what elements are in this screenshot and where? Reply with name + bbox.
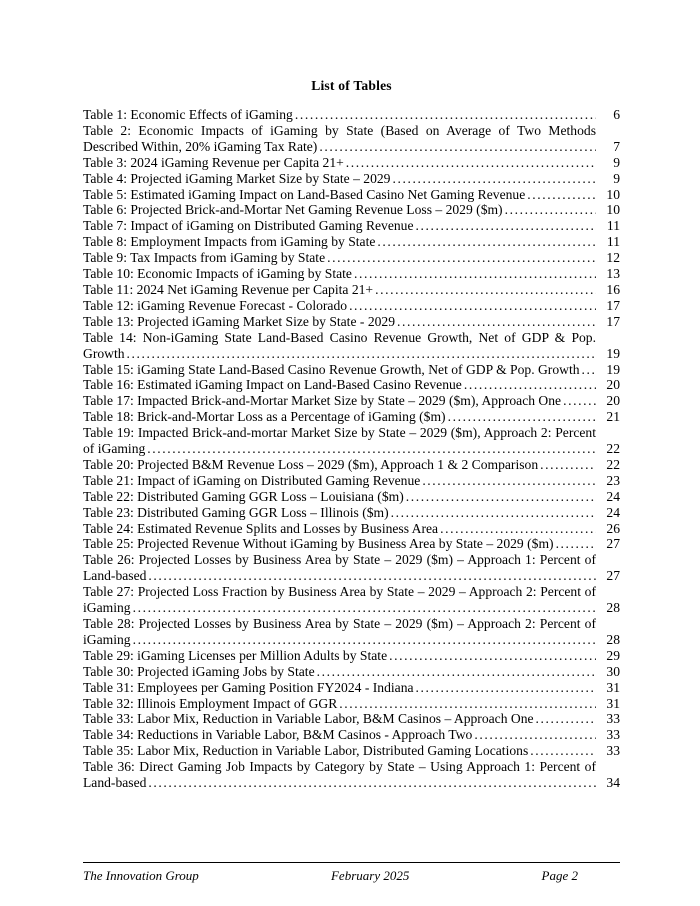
toc-entry-page-number: 16 xyxy=(606,281,620,297)
toc-entry-label: Table 8: Employment Impacts from iGaming by State ..... xyxy=(83,234,596,250)
toc-entry xyxy=(83,680,620,696)
toc-entry-label: Table 9: Tax Impacts from iGaming by State ..... xyxy=(83,250,596,266)
toc-entry-page-number: 10 xyxy=(606,186,620,202)
toc-entry-label: Table 3: 2024 iGaming Revenue per Capita 21+ ..... xyxy=(83,155,596,171)
toc-entry-label: Table 14: Non-iGaming State Land-Based Casino Revenue Growth, Net of GDP & Pop. Growth ..... xyxy=(83,330,596,362)
toc-entry xyxy=(83,282,620,298)
toc-entry-page-number: 33 xyxy=(606,727,620,743)
toc-entry xyxy=(83,123,620,155)
toc-entry-page-number: 28 xyxy=(606,631,620,647)
toc-entry-label: Table 6: Projected Brick-and-Mortar Net Gaming Revenue Loss – 2029 ($m) ..... xyxy=(83,202,596,218)
toc-entry xyxy=(83,759,620,791)
toc-entry-label: Table 31: Employees per Gaming Position FY2024 - Indiana ..... xyxy=(83,680,596,696)
toc-entry-label: Table 2: Economic Impacts of iGaming by State (Based on Average of Two Methods Described Within, 20% iGaming Tax Rate) ..... xyxy=(83,123,596,155)
toc-entry-label: Table 32: Illinois Employment Impact of GGR ..... xyxy=(83,696,596,712)
toc-entry-page-number: 12 xyxy=(606,250,620,266)
toc-entry-page-number: 6 xyxy=(613,107,620,122)
toc-entry-label: Table 1: Economic Effects of iGaming ..... xyxy=(83,107,596,123)
toc-entry-label: Table 30: Projected iGaming Jobs by State ..... xyxy=(83,664,596,680)
toc-entry-page-number: 21 xyxy=(606,409,620,425)
page-footer xyxy=(83,862,620,884)
toc-entry-page-number: 17 xyxy=(606,297,620,313)
toc-entry-label: Table 27: Projected Loss Fraction by Business Area by State – 2029 – Approach 2: Percent of iGaming ..... xyxy=(83,584,596,616)
toc-entry-label: Table 19: Impacted Brick-and-mortar Market Size by State – 2029 ($m), Approach 2: Percent of iGaming ..... xyxy=(83,425,596,457)
toc-entry-page-number: 27 xyxy=(606,536,620,552)
toc-entry xyxy=(83,616,620,648)
toc-entry-page-number: 33 xyxy=(606,711,620,727)
toc-entry xyxy=(83,187,620,203)
toc-entry-page-number: 11 xyxy=(606,218,620,234)
toc-entry-label: Table 20: Projected B&M Revenue Loss – 2029 ($m), Approach 1 & 2 Comparison ..... xyxy=(83,457,596,473)
toc-entry xyxy=(83,664,620,680)
toc-entry-page-number: 26 xyxy=(606,520,620,536)
toc-entry xyxy=(83,409,620,425)
footer-company: The Innovation Group xyxy=(83,868,199,883)
toc-entry xyxy=(83,425,620,457)
toc-entry-page-number: 22 xyxy=(606,441,620,457)
toc-entry-label: Table 18: Brick-and-Mortar Loss as a Percentage of iGaming ($m) ..... xyxy=(83,409,596,425)
toc-entry xyxy=(83,648,620,664)
page-title: List of Tables xyxy=(311,78,392,93)
toc-entry-label: Table 5: Estimated iGaming Impact on Land-Based Casino Net Gaming Revenue ..... xyxy=(83,187,596,203)
toc-entry-page-number: 34 xyxy=(606,775,620,791)
toc-entry-page-number: 11 xyxy=(606,234,620,250)
toc-entry xyxy=(83,107,620,123)
toc-entry-label: Table 28: Projected Losses by Business Area by State – 2029 ($m) – Approach 2: Percent of iGaming ..... xyxy=(83,616,596,648)
toc-entry xyxy=(83,521,620,537)
toc-entry-label: Table 25: Projected Revenue Without iGaming by Business Area by State – 2029 ($m) ..... xyxy=(83,536,596,552)
toc-entry-page-number: 9 xyxy=(613,154,620,170)
toc-entry-page-number: 27 xyxy=(606,568,620,584)
toc-entry-label: Table 15: iGaming State Land-Based Casino Revenue Growth, Net of GDP & Pop. Growth ..... xyxy=(83,362,596,378)
toc-entry xyxy=(83,202,620,218)
toc-entry-page-number: 33 xyxy=(606,743,620,759)
toc-entry-page-number: 20 xyxy=(606,393,620,409)
toc-entry-page-number: 30 xyxy=(606,663,620,679)
toc-entry xyxy=(83,266,620,282)
toc-entry xyxy=(83,584,620,616)
toc-entry xyxy=(83,298,620,314)
toc-entry xyxy=(83,711,620,727)
toc-entry xyxy=(83,250,620,266)
toc-entry-label: Table 7: Impact of iGaming on Distributed Gaming Revenue ..... xyxy=(83,218,596,234)
toc-entry xyxy=(83,727,620,743)
toc-entry xyxy=(83,234,620,250)
toc-entry-label: Table 4: Projected iGaming Market Size by State – 2029 ..... xyxy=(83,171,596,187)
toc-entry xyxy=(83,457,620,473)
footer-page-number: Page 2 xyxy=(541,868,578,883)
toc-entry-label: Table 16: Estimated iGaming Impact on Land-Based Casino Revenue ..... xyxy=(83,377,596,393)
toc-entry-page-number: 31 xyxy=(606,695,620,711)
toc-entry xyxy=(83,330,620,362)
toc-entry xyxy=(83,314,620,330)
toc-entry-label: Table 36: Direct Gaming Job Impacts by Category by State – Using Approach 1: Percent of Land-based ..... xyxy=(83,759,596,791)
toc-entry-page-number: 10 xyxy=(606,202,620,218)
toc-entry-page-number: 24 xyxy=(606,504,620,520)
toc-entry-label: Table 29: iGaming Licenses per Million Adults by State ..... xyxy=(83,648,596,664)
toc-entry xyxy=(83,362,620,378)
toc-entry xyxy=(83,536,620,552)
toc-entry-label: Table 24: Estimated Revenue Splits and Losses by Business Area ..... xyxy=(83,521,596,537)
toc-entry-label: Table 23: Distributed Gaming GGR Loss – Illinois ($m) ..... xyxy=(83,505,596,521)
toc-entry xyxy=(83,218,620,234)
toc-entry-page-number: 28 xyxy=(606,600,620,616)
toc-entry xyxy=(83,505,620,521)
toc-entry-label: Table 21: Impact of iGaming on Distributed Gaming Revenue ..... xyxy=(83,473,596,489)
toc-entry-label: Table 33: Labor Mix, Reduction in Variable Labor, B&M Casinos – Approach One ..... xyxy=(83,711,596,727)
toc-entry-label: Table 17: Impacted Brick-and-Mortar Market Size by State – 2029 ($m), Approach One ..... xyxy=(83,393,596,409)
toc-entry-label: Table 13: Projected iGaming Market Size by State - 2029 ..... xyxy=(83,314,596,330)
toc-entry xyxy=(83,489,620,505)
toc-entry xyxy=(83,377,620,393)
toc-entry-label: Table 22: Distributed Gaming GGR Loss – Louisiana ($m) ..... xyxy=(83,489,596,505)
toc-entry-label: Table 34: Reductions in Variable Labor, B&M Casinos - Approach Two ..... xyxy=(83,727,596,743)
toc-entry-page-number: 19 xyxy=(606,345,620,361)
toc-entry-label: Table 11: 2024 Net iGaming Revenue per Capita 21+ ..... xyxy=(83,282,596,298)
toc-entry xyxy=(83,171,620,187)
toc-entry-page-number: 31 xyxy=(606,679,620,695)
toc-entry-page-number: 24 xyxy=(606,488,620,504)
toc-entry-page-number: 20 xyxy=(606,377,620,393)
toc-entry-page-number: 23 xyxy=(606,472,620,488)
toc-entry-page-number: 29 xyxy=(606,647,620,663)
toc-entry-label: Table 10: Economic Impacts of iGaming by State ..... xyxy=(83,266,596,282)
toc-entry xyxy=(83,155,620,171)
toc-entry-page-number: 9 xyxy=(613,170,620,186)
toc-entry xyxy=(83,696,620,712)
toc-entry xyxy=(83,743,620,759)
toc-entry-page-number: 7 xyxy=(613,138,620,154)
toc-entry xyxy=(83,473,620,489)
footer-date: February 2025 xyxy=(330,868,410,883)
toc-entry-page-number: 22 xyxy=(606,456,620,472)
toc-entry-label: Table 26: Projected Losses by Business Area by State – 2029 ($m) – Approach 1: Percent of Land-based ..... xyxy=(83,552,596,584)
toc-entry-page-number: 13 xyxy=(606,266,620,282)
toc-entry-label: Table 12: iGaming Revenue Forecast - Colorado ..... xyxy=(83,298,596,314)
toc-entry xyxy=(83,552,620,584)
toc-entry-page-number: 17 xyxy=(606,313,620,329)
toc-entry-label: Table 35: Labor Mix, Reduction in Variable Labor, Distributed Gaming Locations ..... xyxy=(83,743,596,759)
toc-list xyxy=(83,107,620,791)
toc-entry xyxy=(83,393,620,409)
toc-entry-page-number: 19 xyxy=(606,361,620,377)
